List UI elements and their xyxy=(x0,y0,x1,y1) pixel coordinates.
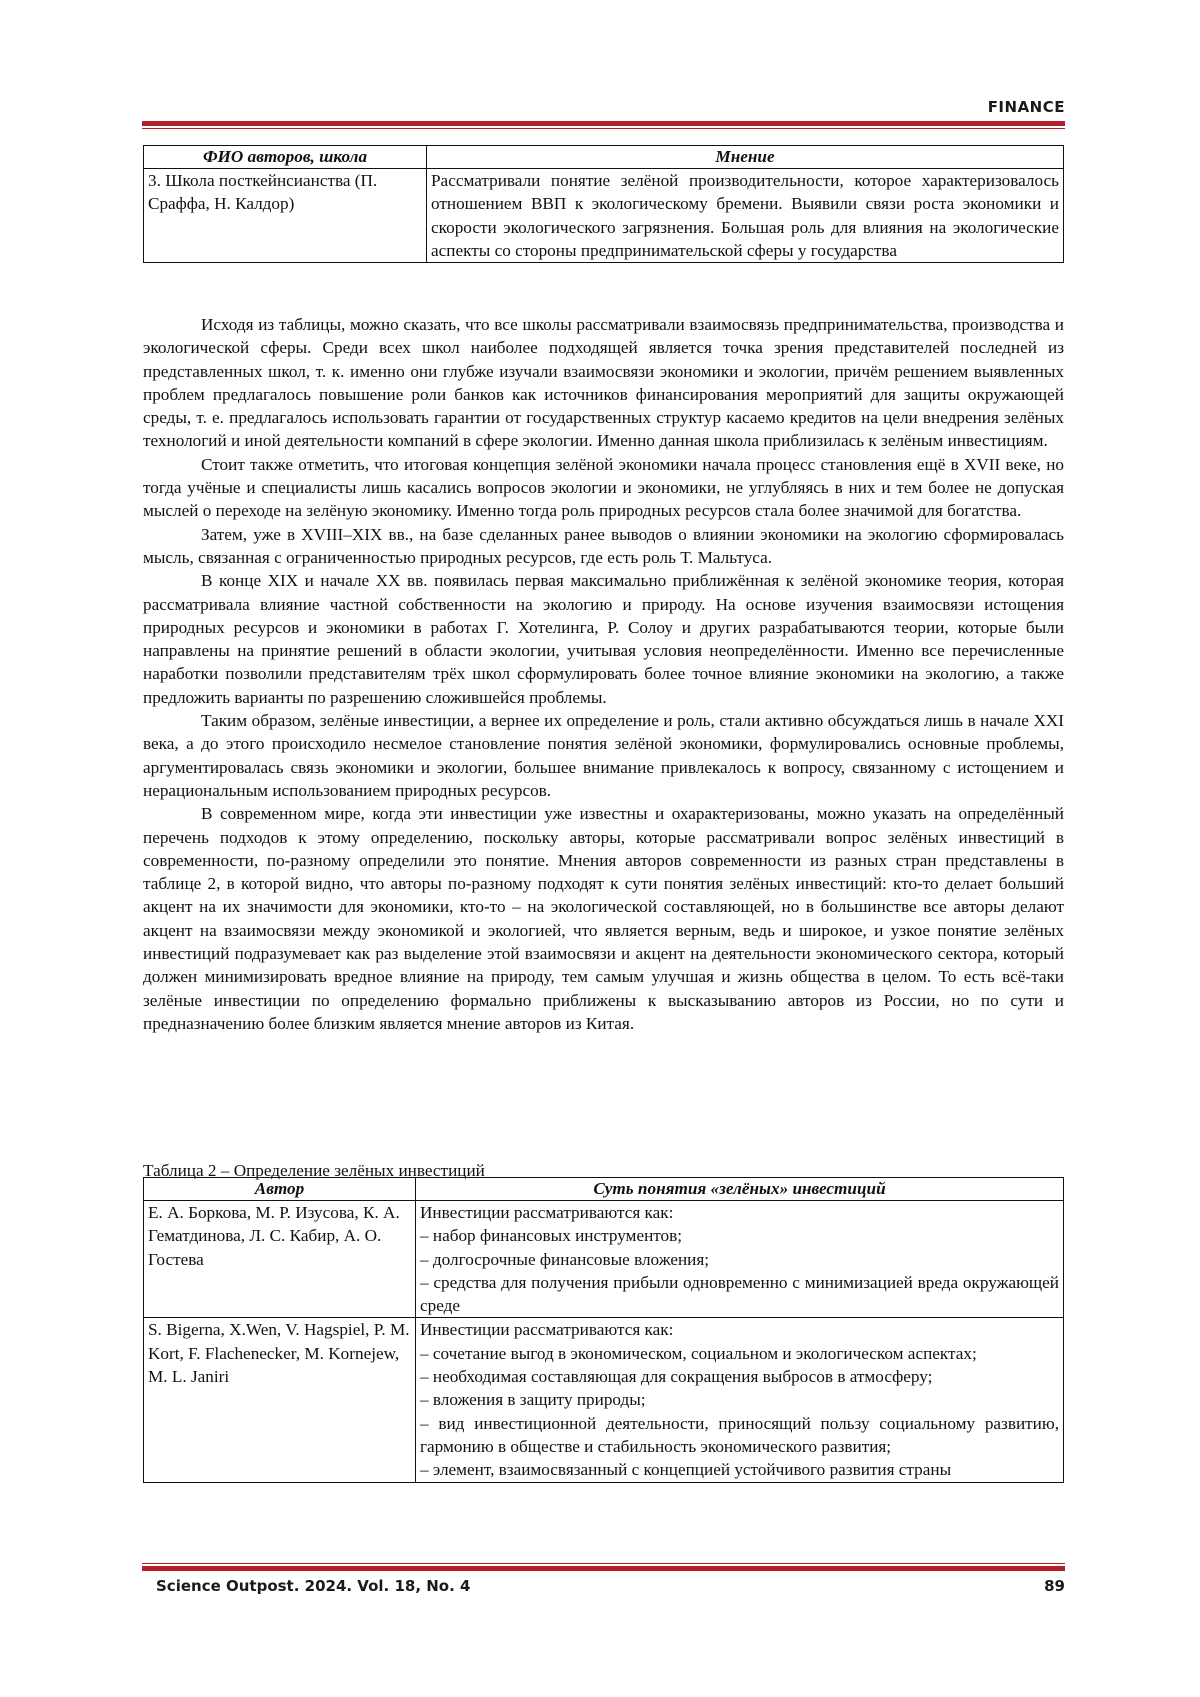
list-intro: Инвестиции рассматриваются как: xyxy=(420,1320,674,1340)
table-1 xyxy=(143,145,1064,263)
table-row xyxy=(144,1318,1064,1482)
table-1-header-row xyxy=(144,146,1064,169)
table-row xyxy=(144,1201,1064,1318)
school-cell: 3. Школа посткейнсианства (П. Сраффа, Н. Калдор) xyxy=(144,169,427,263)
body-text xyxy=(143,313,1064,1035)
section-label: FINANCE xyxy=(987,98,1065,116)
paragraph: В современном мире, когда эти инвестиции уже известны и охарактеризованы, можно указать на определённый перечень подходов к этому определению, поскольку авторы, которые рассматривали вопрос зелёных инвестиций в современности, по-разному определили это понятие. Мнения авторов современности из разных стран представлены в таблице 2, в которой видно, что авторы по-разному подходят к сути понятия зелёных инвестиций: кто-то делает больший акцент на их значимости для экономики, кто-то – на экологической составляющей, но в большинстве все авторы делают акцент на взаимосвязи между экономикой и экологией, что является верным, ведь и широкое, и узкое понятие зелёных инвестиций подразумевает как раз выделение этой взаимосвязи и акцент на деятельности экономического сектора, который должен минимизировать вредное влияние на природу, тем самым улучшая и жизнь общества в целом. То есть всё-таки зелёные инвестиции по определению формально приближены к высказыванию авторов из России, но по сути и предназначению более близким является мнение авторов из Китая. xyxy=(143,804,1064,1033)
list-item: – вид инвестиционной деятельности, приносящий пользу социальному развитию, гармонию в обществе и стабильность экономического развития; xyxy=(420,1413,1059,1456)
list-item: – средства для получения прибыли одновременно с минимизацией вреда окружающей среде xyxy=(420,1272,1059,1316)
paragraph: В конце XIX и начале XX вв. появилась первая максимально приближённая к зелёной экономике теория, которая рассматривала влияние частной собственности на экологию и природу. На основе изучения взаимосвязи истощения природных ресурсов и экономики в работах Г. Хотелинга, Р. Солоу и других разрабатываются теории, которые были направлены на принятие решений в области экологии, учитывая условия неопределённости. Именно все перечисленные наработки позволили представителям трёх школ сформулировать более точное влияние экономики на экологию, а также предложить варианты по разрешению сложившейся проблемы. xyxy=(143,571,1064,707)
list-item: – элемент, взаимосвязанный с концепцией устойчивого развития страны xyxy=(420,1460,952,1480)
authors-cell: Е. А. Боркова, М. Р. Изусова, К. А. Гематдинова, Л. С. Кабир, А. О. Гостева xyxy=(144,1201,416,1318)
list-item: – долгосрочные финансовые вложения; xyxy=(420,1249,710,1269)
list-item: – необходимая составляющая для сокращения выбросов в атмосферу; xyxy=(420,1367,933,1387)
table-2-caption: Таблица 2 – Определение зелёных инвестиций xyxy=(143,1161,485,1180)
table-1-col-opinion-header: Мнение xyxy=(427,146,1064,169)
definition-cell xyxy=(416,1318,1064,1482)
paragraph: Исходя из таблицы, можно сказать, что все школы рассматривали взаимосвязь предпринимательства, производства и экологической сферы. Среди всех школ наиболее подходящей является точка зрения представителей последней из представленных школ, т. к. именно они глубже изучали взаимосвязи экономики и экологии, причём решением выявленных проблем предлагалось повышение роли банков как источников финансирования мероприятий для защиты окружающей среды, т. е. предлагалось использовать гарантии от государственных структур касаемо кредитов на цели внедрения зелёных технологий и иной деятельности компаний в сфере экологии. Именно данная школа приблизилась к зелёным инвестициям. xyxy=(143,315,1064,451)
paragraph: Затем, уже в XVIII–XIX вв., на базе сделанных ранее выводов о влиянии экономики на экологию сформировалась мысль, связанная с ограниченностью природных ресурсов, где есть роль Т. Мальтуса. xyxy=(143,524,1064,567)
journal-citation: Science Outpost. 2024. Vol. 18, No. 4 xyxy=(156,1577,471,1595)
opinion-cell: Рассматривали понятие зелёной производительности, которое характеризовалось отношением ВВП к экологическому бремени. Выявили связи роста экономики и скорости экологического загрязнения. Большая роль для влияния на экологические аспекты со стороны предпринимательской сферы у государства xyxy=(427,169,1064,263)
table-2-col-essence-header: Суть понятия «зелёных» инвестиций xyxy=(416,1178,1064,1201)
authors-cell: S. Bigerna, X.Wen, V. Hagspiel, P. M. Kort, F. Flachenecker, M. Kornejew, M. L. Janiri xyxy=(144,1318,416,1482)
list-item: – вложения в защиту природы; xyxy=(420,1390,646,1410)
table-1-col-authors-header: ФИО авторов, школа xyxy=(144,146,427,169)
page-number: 89 xyxy=(1044,1577,1065,1595)
table-row xyxy=(144,169,1064,263)
table-2-header-row xyxy=(144,1178,1064,1201)
list-item: – сочетание выгод в экономическом, социальном и экологическом аспектах; xyxy=(420,1343,977,1363)
list-intro: Инвестиции рассматриваются как: xyxy=(420,1203,674,1222)
paragraph: Таким образом, зелёные инвестиции, а вернее их определение и роль, стали активно обсуждаться лишь в начале XXI века, а до этого происходило несмелое становление понятия зелёной экономики, формулировались основные проблемы, аргументировалась связь экономики и экологии, большее внимание привлекалось к вопросу, связанному с истощением и нерациональным использованием природных ресурсов. xyxy=(143,711,1064,800)
paragraph: Стоит также отметить, что итоговая концепция зелёной экономики начала процесс становления ещё в XVII веке, но тогда учёные и специалисты лишь касались вопросов экологии и экономики, не углубляясь в них и тем более не допуская мыслей о переходе на зелёную экономику. Именно тогда роль природных ресурсов стала более значимой для богатства. xyxy=(143,454,1064,521)
definition-cell xyxy=(416,1201,1064,1318)
footer-rule xyxy=(142,1563,1065,1571)
table-2-col-author-header: Автор xyxy=(144,1178,416,1201)
header-rule xyxy=(142,121,1065,129)
list-item: – набор финансовых инструментов; xyxy=(420,1226,683,1246)
table-2 xyxy=(143,1177,1064,1483)
